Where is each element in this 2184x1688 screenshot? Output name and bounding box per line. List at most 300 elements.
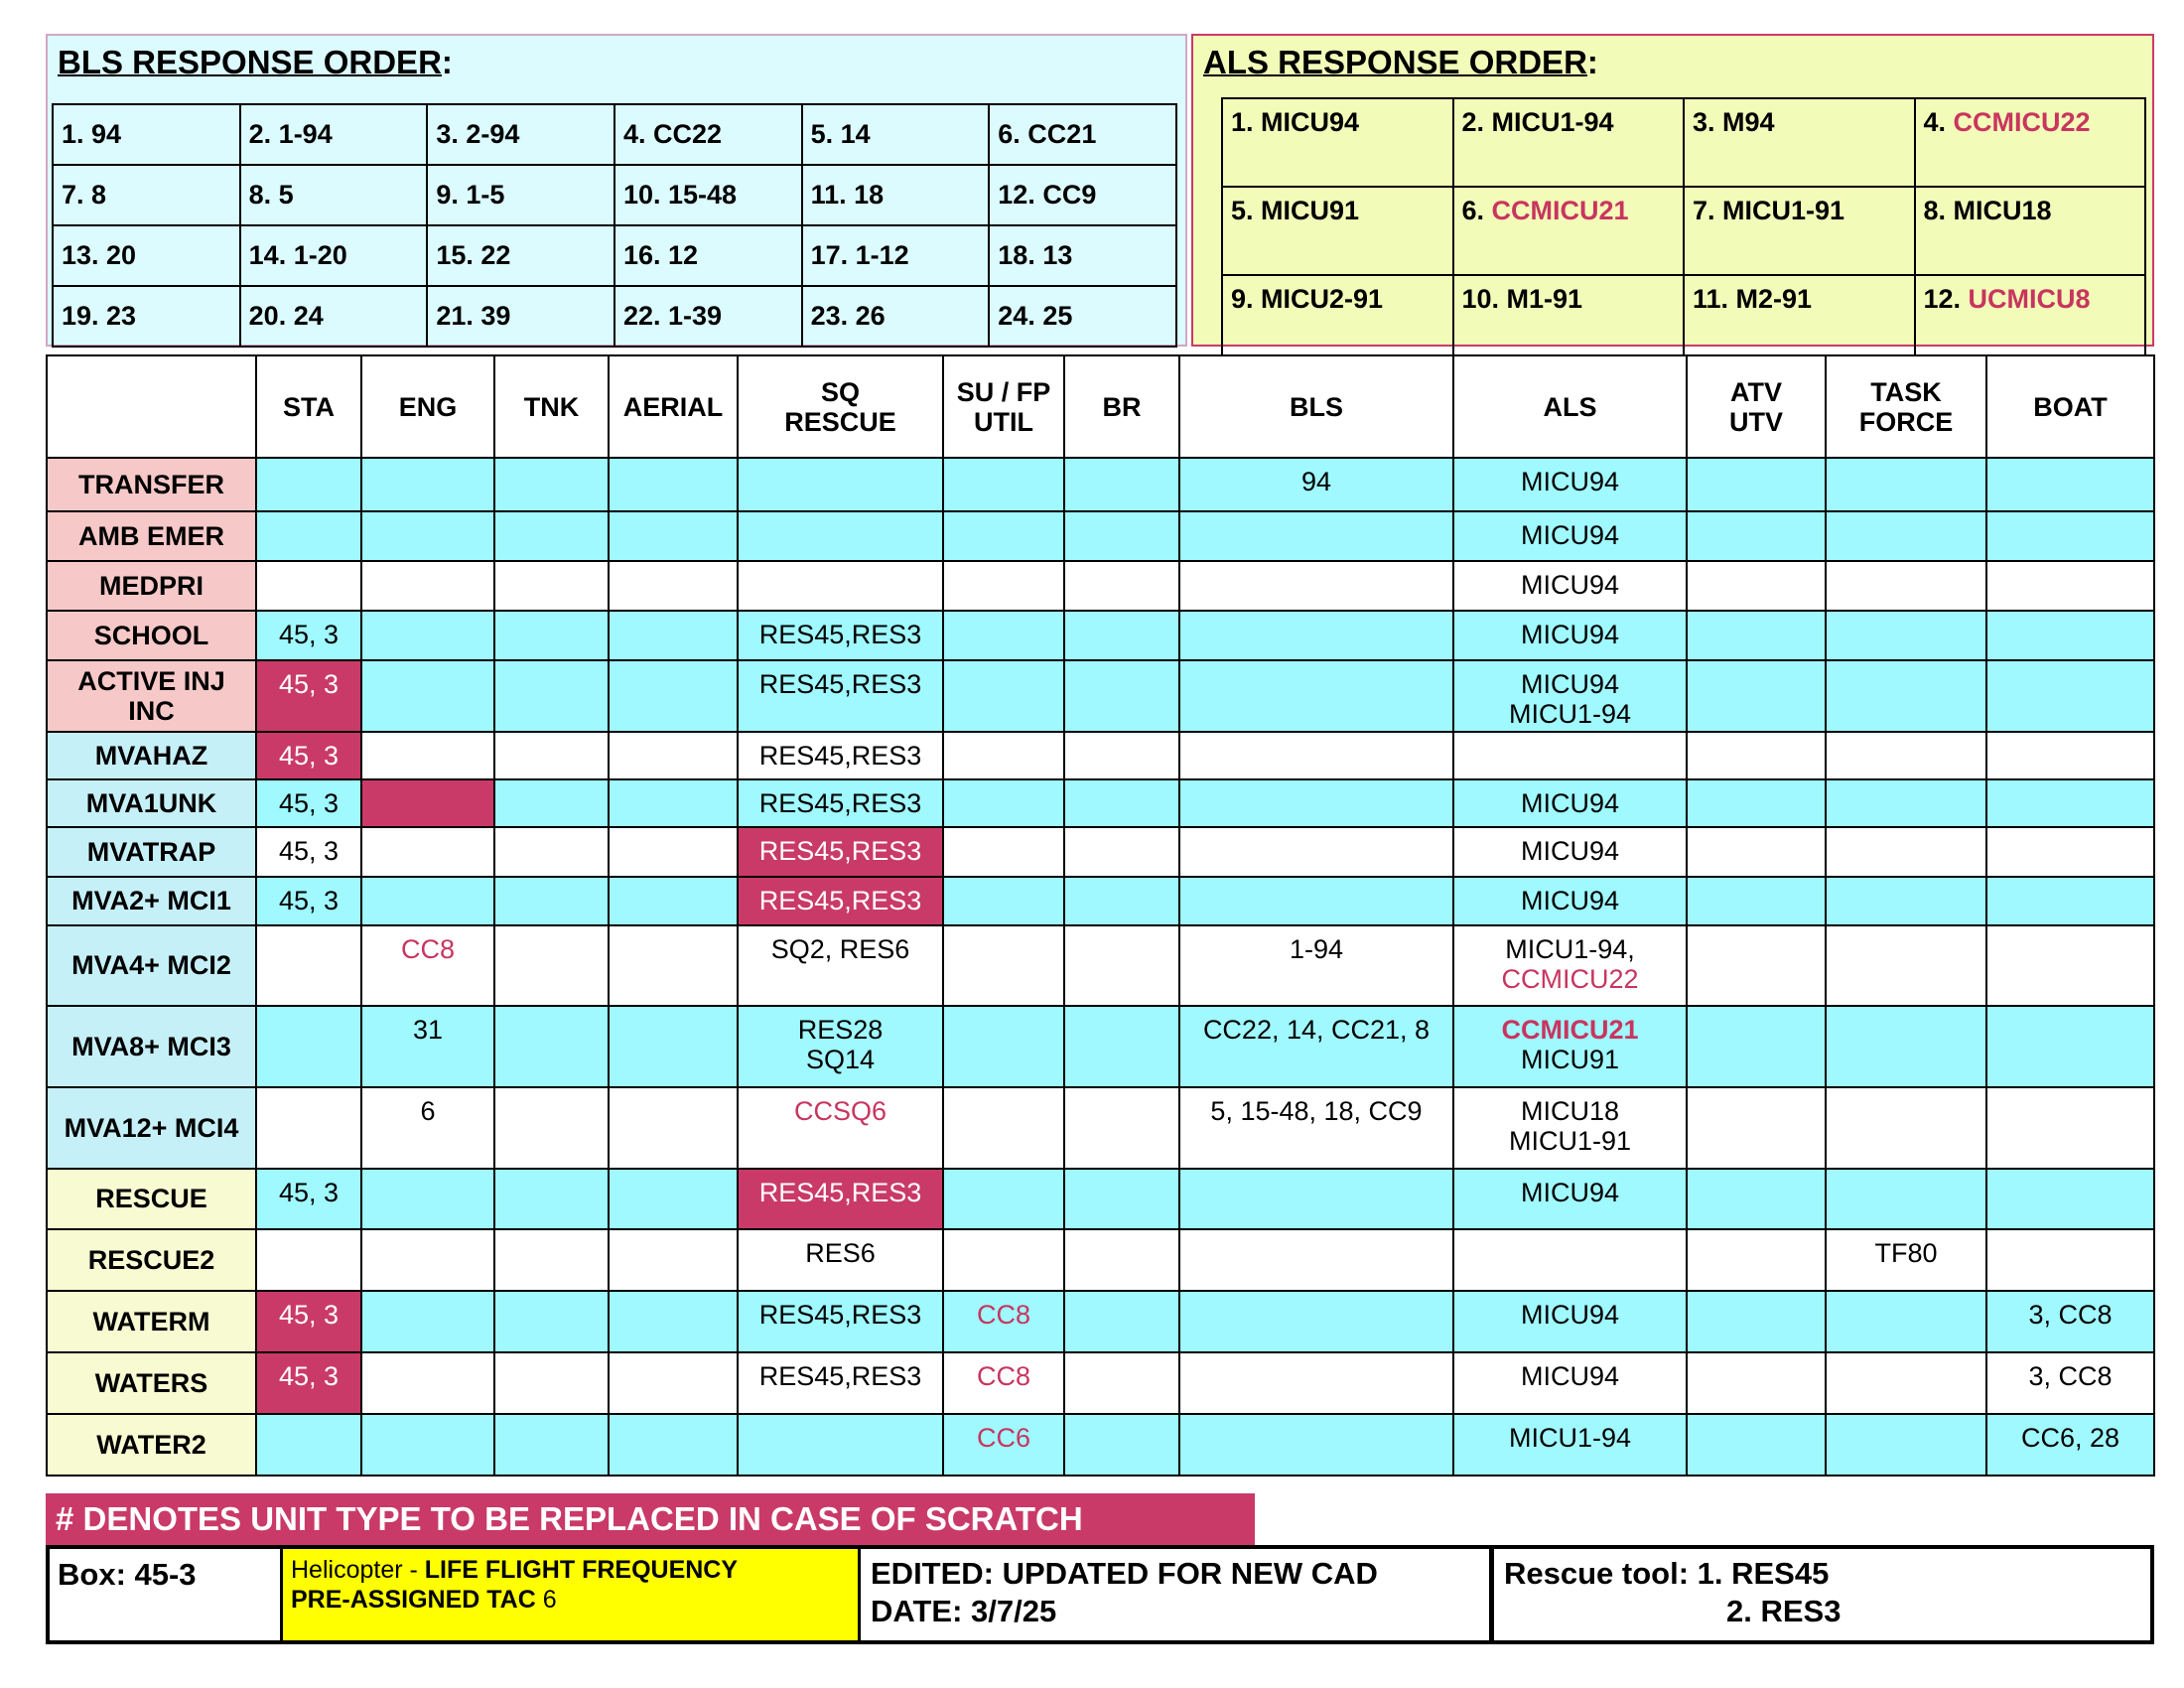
grid-cell-boat bbox=[1986, 458, 2154, 511]
row-label-text: WATERS bbox=[94, 1367, 208, 1398]
column-header-text: ALS bbox=[1543, 391, 1597, 422]
grid-cell-tnk bbox=[494, 779, 609, 827]
grid-cell-su bbox=[943, 1006, 1064, 1087]
grid-cell-boat bbox=[1986, 877, 2154, 925]
bls-order-row bbox=[53, 225, 1176, 286]
als-order-number: 6. bbox=[1461, 196, 1492, 225]
grid-cell-bls bbox=[1179, 1006, 1453, 1087]
grid-cell-eng bbox=[361, 511, 494, 561]
grid-cell-eng bbox=[361, 1006, 494, 1087]
grid-cell-boat bbox=[1986, 827, 2154, 877]
rescue-tool-line2: 2. RES3 bbox=[1726, 1594, 1842, 1628]
grid-cell-atv bbox=[1687, 1006, 1826, 1087]
row-label bbox=[47, 779, 256, 827]
grid-cell-atv bbox=[1687, 925, 1826, 1006]
row-label-text: RESCUE2 bbox=[87, 1244, 215, 1275]
als-order-number: 11. bbox=[1693, 284, 1736, 314]
als-order-unit: CCMICU21 bbox=[1491, 196, 1629, 225]
grid-cell-bls bbox=[1179, 511, 1453, 561]
grid-cell-eng bbox=[361, 1229, 494, 1291]
grid-cell-als bbox=[1453, 660, 1687, 732]
grid-cell-atv bbox=[1687, 877, 1826, 925]
als-order-number: 7. bbox=[1693, 196, 1723, 225]
bls-order-cell: 10. 15-48 bbox=[614, 165, 802, 225]
grid-cell-br bbox=[1064, 511, 1179, 561]
bls-order-cell: 1. 94 bbox=[53, 104, 240, 165]
grid-cell-tf bbox=[1826, 511, 1986, 561]
grid-cell-text: 6 bbox=[420, 1096, 436, 1126]
grid-cell-boat bbox=[1986, 732, 2154, 779]
grid-cell-boat bbox=[1986, 1087, 2154, 1169]
grid-cell-bls bbox=[1179, 877, 1453, 925]
grid-cell-text: CCMICU21 bbox=[1501, 1015, 1639, 1045]
grid-cell-br bbox=[1064, 732, 1179, 779]
column-header bbox=[361, 355, 494, 458]
grid-cell-text: RES45,RES3 bbox=[758, 1178, 922, 1207]
als-title: ALS RESPONSE ORDER: bbox=[1203, 44, 1598, 80]
column-header-text: TNK bbox=[523, 391, 580, 422]
grid-cell-sq bbox=[738, 732, 943, 779]
grid-cell-aerial bbox=[609, 561, 738, 611]
scratch-note-banner: # DENOTES UNIT TYPE TO BE REPLACED IN CASE OF SCRATCH bbox=[46, 1493, 1255, 1545]
grid-cell-als bbox=[1453, 1229, 1687, 1291]
grid-cell-atv bbox=[1687, 660, 1826, 732]
grid-cell-su bbox=[943, 660, 1064, 732]
grid-cell-tnk bbox=[494, 827, 609, 877]
grid-cell-eng bbox=[361, 732, 494, 779]
tac-number: 6 bbox=[542, 1586, 557, 1614]
grid-cell-sq bbox=[738, 1352, 943, 1414]
grid-cell-aerial bbox=[609, 827, 738, 877]
grid-cell-bls bbox=[1179, 611, 1453, 660]
grid-cell-su bbox=[943, 779, 1064, 827]
rescue-tool-line1: Rescue tool: 1. RES45 bbox=[1504, 1556, 1830, 1591]
grid-cell-br bbox=[1064, 1229, 1179, 1291]
grid-cell-als bbox=[1453, 1414, 1687, 1476]
grid-cell-tf bbox=[1826, 458, 1986, 511]
row-label-text: SCHOOL bbox=[93, 620, 209, 650]
edit-date: DATE: 3/7/25 bbox=[871, 1594, 1057, 1628]
box-number: Box: 45-3 bbox=[58, 1557, 197, 1592]
column-header bbox=[47, 355, 256, 458]
grid-cell-sta bbox=[256, 1291, 361, 1352]
helicopter-info bbox=[280, 1549, 861, 1640]
grid-cell-br bbox=[1064, 1414, 1179, 1476]
grid-cell-tf bbox=[1826, 1006, 1986, 1087]
grid-cell-text: MICU91 bbox=[1520, 1045, 1620, 1074]
grid-cell-text: 45, 3 bbox=[278, 836, 340, 866]
grid-cell-sq bbox=[738, 1291, 943, 1352]
column-header bbox=[494, 355, 609, 458]
grid-cell-text: MICU94 bbox=[1520, 520, 1620, 550]
grid-cell-als bbox=[1453, 458, 1687, 511]
grid-row bbox=[47, 1087, 2154, 1169]
grid-cell-eng bbox=[361, 925, 494, 1006]
grid-cell-als bbox=[1453, 779, 1687, 827]
grid-cell-text: 3, CC8 bbox=[2028, 1300, 2113, 1330]
grid-cell-sta bbox=[256, 1414, 361, 1476]
als-order-unit: MICU1-91 bbox=[1722, 196, 1845, 225]
grid-cell-su bbox=[943, 827, 1064, 877]
als-order-row bbox=[1222, 187, 2145, 275]
column-header-text: SU / FP bbox=[956, 376, 1051, 407]
grid-cell-boat bbox=[1986, 1291, 2154, 1352]
row-label bbox=[47, 1087, 256, 1169]
grid-cell-text: MICU94 bbox=[1520, 1361, 1620, 1391]
column-header-text: BOAT bbox=[2033, 391, 2108, 422]
grid-cell-sta bbox=[256, 732, 361, 779]
grid-cell-tf bbox=[1826, 561, 1986, 611]
als-order-unit: CCMICU22 bbox=[1953, 107, 2091, 137]
grid-cell-als bbox=[1453, 611, 1687, 660]
als-order-row bbox=[1222, 275, 2145, 363]
column-header-text: STA bbox=[283, 391, 335, 422]
grid-cell-sta bbox=[256, 1352, 361, 1414]
grid-cell-text: 5, 15-48, 18, CC9 bbox=[1210, 1096, 1423, 1126]
grid-cell-boat bbox=[1986, 1169, 2154, 1229]
grid-cell-tf bbox=[1826, 877, 1986, 925]
grid-row bbox=[47, 1006, 2154, 1087]
grid-cell-text: MICU94 bbox=[1520, 467, 1620, 496]
row-label bbox=[47, 660, 256, 732]
bls-order-cell: 11. 18 bbox=[802, 165, 990, 225]
grid-cell-text: 1-94 bbox=[1289, 934, 1344, 964]
grid-cell-boat bbox=[1986, 561, 2154, 611]
bls-response-order-panel bbox=[46, 34, 1187, 347]
grid-cell-atv bbox=[1687, 732, 1826, 779]
grid-cell-atv bbox=[1687, 1414, 1826, 1476]
grid-cell-eng bbox=[361, 877, 494, 925]
grid-cell-text: MICU94 bbox=[1520, 620, 1620, 649]
grid-cell-su bbox=[943, 561, 1064, 611]
grid-cell-br bbox=[1064, 925, 1179, 1006]
row-label-text: ACTIVE INJ bbox=[77, 665, 225, 696]
row-label bbox=[47, 611, 256, 660]
grid-cell-sta bbox=[256, 1169, 361, 1229]
grid-cell-su bbox=[943, 732, 1064, 779]
grid-cell-atv bbox=[1687, 1229, 1826, 1291]
grid-cell-sta bbox=[256, 1006, 361, 1087]
grid-cell-tf bbox=[1826, 827, 1986, 877]
column-header-text: SQ bbox=[820, 376, 860, 407]
als-order-unit: MICU2-91 bbox=[1261, 284, 1384, 314]
grid-cell-text: RES28 bbox=[797, 1015, 884, 1045]
grid-cell-text: RES6 bbox=[805, 1238, 876, 1268]
als-order-number: 8. bbox=[1923, 196, 1954, 225]
row-label-text: MEDPRI bbox=[98, 570, 204, 601]
bls-order-cell: 6. CC21 bbox=[989, 104, 1176, 165]
grid-cell-sta bbox=[256, 925, 361, 1006]
als-order-number: 1. bbox=[1231, 107, 1262, 137]
grid-cell-text: TF80 bbox=[1874, 1238, 1938, 1268]
grid-cell-boat bbox=[1986, 925, 2154, 1006]
response-grid bbox=[46, 354, 2155, 1477]
grid-cell-aerial bbox=[609, 1352, 738, 1414]
grid-cell-atv bbox=[1687, 511, 1826, 561]
grid-cell-text: 45, 3 bbox=[278, 1361, 340, 1391]
bls-order-cell: 22. 1-39 bbox=[614, 286, 802, 347]
edited-note: EDITED: UPDATED FOR NEW CAD bbox=[871, 1556, 1378, 1591]
grid-cell-su bbox=[943, 511, 1064, 561]
grid-cell-br bbox=[1064, 660, 1179, 732]
grid-cell-br bbox=[1064, 877, 1179, 925]
grid-cell-bls bbox=[1179, 1414, 1453, 1476]
grid-row bbox=[47, 1169, 2154, 1229]
row-label bbox=[47, 1352, 256, 1414]
grid-cell-text: MICU94 bbox=[1520, 886, 1620, 915]
grid-cell-aerial bbox=[609, 1087, 738, 1169]
grid-cell-sq bbox=[738, 458, 943, 511]
grid-cell-text: 45, 3 bbox=[278, 1300, 340, 1330]
bls-order-cell: 8. 5 bbox=[240, 165, 428, 225]
bls-order-cell: 18. 13 bbox=[989, 225, 1176, 286]
grid-cell-eng bbox=[361, 458, 494, 511]
grid-cell-text: MICU1-94 bbox=[1508, 699, 1632, 729]
grid-cell-br bbox=[1064, 458, 1179, 511]
column-header bbox=[738, 355, 943, 458]
grid-cell-tnk bbox=[494, 561, 609, 611]
bls-order-cell: 3. 2-94 bbox=[427, 104, 614, 165]
als-order-cell bbox=[1453, 275, 1685, 363]
grid-cell-bls bbox=[1179, 732, 1453, 779]
grid-cell-sq bbox=[738, 660, 943, 732]
column-header-text: UTV bbox=[1729, 406, 1783, 437]
column-header-text: ENG bbox=[398, 391, 458, 422]
grid-cell-aerial bbox=[609, 877, 738, 925]
als-order-cell bbox=[1222, 275, 1453, 363]
grid-cell-aerial bbox=[609, 779, 738, 827]
column-header-text: RESCUE bbox=[784, 406, 896, 437]
grid-cell-su bbox=[943, 1291, 1064, 1352]
column-header bbox=[943, 355, 1064, 458]
footer-info-bar bbox=[46, 1545, 2154, 1644]
bls-order-row bbox=[53, 104, 1176, 165]
grid-cell-text: 94 bbox=[1300, 467, 1332, 496]
grid-cell-text: 45, 3 bbox=[278, 1178, 340, 1207]
grid-cell-text: RES45,RES3 bbox=[758, 669, 922, 699]
grid-cell-tf bbox=[1826, 660, 1986, 732]
grid-cell-atv bbox=[1687, 458, 1826, 511]
grid-cell-su bbox=[943, 1087, 1064, 1169]
row-label-text: MVAHAZ bbox=[94, 740, 208, 771]
grid-cell-tnk bbox=[494, 1169, 609, 1229]
grid-cell-als bbox=[1453, 561, 1687, 611]
grid-cell-text: 45, 3 bbox=[278, 886, 340, 915]
grid-cell-text: CC6, 28 bbox=[2020, 1423, 2120, 1453]
grid-cell-text: RES45,RES3 bbox=[758, 788, 922, 818]
grid-cell-tnk bbox=[494, 925, 609, 1006]
grid-cell-su bbox=[943, 1169, 1064, 1229]
als-order-cell bbox=[1684, 275, 1915, 363]
grid-cell-text: RES45,RES3 bbox=[758, 886, 922, 915]
row-label-text: INC bbox=[128, 695, 175, 726]
row-label-text: RESCUE bbox=[95, 1184, 207, 1213]
grid-cell-aerial bbox=[609, 1006, 738, 1087]
grid-cell-bls bbox=[1179, 925, 1453, 1006]
row-label bbox=[47, 877, 256, 925]
grid-cell-text: SQ2, RES6 bbox=[770, 934, 910, 964]
grid-cell-text: 45, 3 bbox=[278, 669, 340, 699]
row-label bbox=[47, 511, 256, 561]
grid-cell-aerial bbox=[609, 732, 738, 779]
grid-cell-als bbox=[1453, 1006, 1687, 1087]
grid-cell-boat bbox=[1986, 1414, 2154, 1476]
bls-order-cell: 16. 12 bbox=[614, 225, 802, 286]
grid-cell-br bbox=[1064, 611, 1179, 660]
bls-order-cell: 23. 26 bbox=[802, 286, 990, 347]
als-order-row bbox=[1222, 98, 2145, 187]
grid-cell-tf bbox=[1826, 1291, 1986, 1352]
grid-cell-eng bbox=[361, 1352, 494, 1414]
grid-cell-text: RES45,RES3 bbox=[758, 620, 922, 649]
grid-cell-bls bbox=[1179, 1229, 1453, 1291]
bls-order-cell: 24. 25 bbox=[989, 286, 1176, 347]
grid-row bbox=[47, 611, 2154, 660]
grid-cell-text: MICU94 bbox=[1520, 570, 1620, 600]
bls-order-table bbox=[52, 103, 1177, 348]
bls-order-cell: 14. 1-20 bbox=[240, 225, 428, 286]
bls-order-cell: 4. CC22 bbox=[614, 104, 802, 165]
bls-order-cell: 7. 8 bbox=[53, 165, 240, 225]
grid-cell-tnk bbox=[494, 1229, 609, 1291]
grid-row bbox=[47, 1229, 2154, 1291]
als-order-cell bbox=[1915, 98, 2146, 187]
grid-cell-text: 45, 3 bbox=[278, 620, 340, 649]
grid-cell-tf bbox=[1826, 732, 1986, 779]
als-order-cell bbox=[1453, 187, 1685, 275]
row-label-text: AMB EMER bbox=[78, 520, 224, 551]
grid-cell-boat bbox=[1986, 1229, 2154, 1291]
column-header bbox=[1826, 355, 1986, 458]
grid-cell-sq bbox=[738, 1414, 943, 1476]
row-label-text: MVA12+ MCI4 bbox=[64, 1112, 239, 1143]
row-label-text: MVATRAP bbox=[86, 836, 216, 867]
grid-cell-sta bbox=[256, 877, 361, 925]
grid-cell-text: MICU94 bbox=[1520, 836, 1620, 866]
grid-cell-text: MICU18 bbox=[1520, 1096, 1620, 1126]
grid-cell-atv bbox=[1687, 1291, 1826, 1352]
bls-order-cell: 20. 24 bbox=[240, 286, 428, 347]
grid-cell-text: MICU1-94 bbox=[1508, 1423, 1632, 1453]
row-label-text: MVA4+ MCI2 bbox=[71, 950, 231, 980]
grid-cell-aerial bbox=[609, 458, 738, 511]
bls-order-cell: 9. 1-5 bbox=[427, 165, 614, 225]
row-label bbox=[47, 925, 256, 1006]
column-header-text: AERIAL bbox=[622, 391, 724, 422]
grid-cell-aerial bbox=[609, 925, 738, 1006]
grid-row bbox=[47, 1414, 2154, 1476]
grid-row bbox=[47, 827, 2154, 877]
als-order-number: 2. bbox=[1461, 107, 1492, 137]
grid-cell-tnk bbox=[494, 1087, 609, 1169]
grid-cell-br bbox=[1064, 1169, 1179, 1229]
column-header bbox=[1179, 355, 1453, 458]
grid-row bbox=[47, 458, 2154, 511]
bls-order-cell: 12. CC9 bbox=[989, 165, 1176, 225]
grid-cell-tnk bbox=[494, 458, 609, 511]
als-order-cell bbox=[1684, 98, 1915, 187]
grid-cell-text: CC8 bbox=[976, 1361, 1030, 1391]
grid-row bbox=[47, 511, 2154, 561]
grid-cell-sta bbox=[256, 611, 361, 660]
grid-cell-text: RES45,RES3 bbox=[758, 741, 922, 771]
grid-cell-tnk bbox=[494, 511, 609, 561]
row-label bbox=[47, 1229, 256, 1291]
grid-cell-aerial bbox=[609, 1414, 738, 1476]
bls-order-cell: 2. 1-94 bbox=[240, 104, 428, 165]
als-order-unit: UCMICU8 bbox=[1968, 284, 2091, 314]
column-header bbox=[1687, 355, 1826, 458]
column-header-text: ATV bbox=[1730, 376, 1782, 407]
als-order-number: 10. bbox=[1461, 284, 1507, 314]
als-order-number: 4. bbox=[1923, 107, 1954, 137]
bls-order-cell: 13. 20 bbox=[53, 225, 240, 286]
grid-cell-br bbox=[1064, 1352, 1179, 1414]
grid-cell-text: SQ14 bbox=[805, 1045, 876, 1074]
als-order-number: 12. bbox=[1923, 284, 1969, 314]
bls-order-row bbox=[53, 286, 1176, 347]
grid-cell-text: RES45,RES3 bbox=[758, 1300, 922, 1330]
als-order-cell bbox=[1915, 187, 2146, 275]
grid-cell-als bbox=[1453, 925, 1687, 1006]
grid-row bbox=[47, 1291, 2154, 1352]
bls-order-cell: 19. 23 bbox=[53, 286, 240, 347]
bls-order-cell: 21. 39 bbox=[427, 286, 614, 347]
grid-cell-aerial bbox=[609, 660, 738, 732]
als-order-number: 3. bbox=[1693, 107, 1723, 137]
row-label bbox=[47, 1169, 256, 1229]
grid-cell-sta bbox=[256, 1229, 361, 1291]
grid-header-row bbox=[47, 355, 2154, 458]
row-label bbox=[47, 1006, 256, 1087]
grid-cell-tnk bbox=[494, 1291, 609, 1352]
column-header-text: UTIL bbox=[974, 406, 1033, 437]
grid-cell-su bbox=[943, 925, 1064, 1006]
grid-row bbox=[47, 561, 2154, 611]
grid-cell-text: CC8 bbox=[400, 934, 455, 964]
grid-cell-sq bbox=[738, 827, 943, 877]
grid-cell-eng bbox=[361, 1414, 494, 1476]
als-order-table bbox=[1221, 97, 2146, 364]
grid-cell-tf bbox=[1826, 1414, 1986, 1476]
grid-cell-tnk bbox=[494, 660, 609, 732]
bls-order-row bbox=[53, 165, 1176, 225]
grid-cell-als bbox=[1453, 1352, 1687, 1414]
helicopter-label: Helicopter - bbox=[291, 1556, 425, 1584]
grid-cell-tf bbox=[1826, 1352, 1986, 1414]
grid-cell-text: 45, 3 bbox=[278, 741, 340, 771]
grid-cell-tf bbox=[1826, 1229, 1986, 1291]
als-order-unit: MICU18 bbox=[1953, 196, 2052, 225]
als-order-number: 9. bbox=[1231, 284, 1262, 314]
grid-cell-als bbox=[1453, 511, 1687, 561]
grid-cell-sq bbox=[738, 1006, 943, 1087]
row-label-text: WATERM bbox=[92, 1306, 210, 1336]
grid-cell-text: RES45,RES3 bbox=[758, 1361, 922, 1391]
als-order-unit: MICU94 bbox=[1261, 107, 1360, 137]
grid-cell-sq bbox=[738, 779, 943, 827]
grid-cell-bls bbox=[1179, 1169, 1453, 1229]
grid-cell-text: MICU94 bbox=[1520, 788, 1620, 818]
grid-row bbox=[47, 732, 2154, 779]
grid-cell-aerial bbox=[609, 511, 738, 561]
grid-cell-br bbox=[1064, 561, 1179, 611]
grid-row bbox=[47, 660, 2154, 732]
bls-order-cell: 5. 14 bbox=[802, 104, 990, 165]
grid-cell-tf bbox=[1826, 1087, 1986, 1169]
grid-cell-bls bbox=[1179, 827, 1453, 877]
column-header-text: BR bbox=[1102, 391, 1142, 422]
